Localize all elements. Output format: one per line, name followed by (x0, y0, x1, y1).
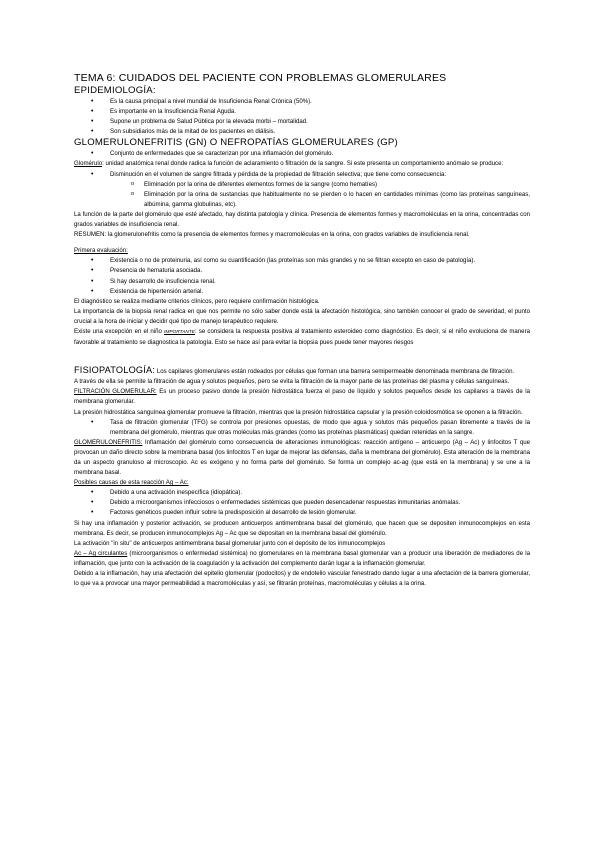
text: Es un proceso pasivo donde la presión hidrostática fuerza el paso de líquido y solutos pequeños desde los capilares a través de la membrana glomerular. (74, 388, 531, 406)
causas-heading: Posibles causas de esta reacción Ag – Ac: (74, 479, 189, 487)
paragraph: A través de ella se permite la filtración de agua y solutos pequeños, pero se evita la filtración de la mayor parte de las proteínas del plasma y células sanguíneas. (74, 378, 510, 386)
filtracion-paragraph (74, 387, 530, 407)
list-item: • Tasa de filtración glomerular (TFG) se controla por presiones opuestas, de modo que agua y solutos más pequeños pasan libremente a través de la membrana del glomérulo, mientras que otras moléculas más grandes (como las proteínas plasmáticas) quedan retenidas en la sangre. (74, 418, 530, 438)
paragraph: El diagnóstico se realiza mediante criterios clínicos, pero requiere confirmación histológica. (74, 297, 320, 305)
gn-list (74, 149, 530, 159)
glomerulo-text: : unidad anatómica renal donde radica la función de aclaramiento o filtración de la sangre. Si este presenta un comportamiento anómalo se produce: (102, 160, 504, 168)
evaluacion-heading: Primera evaluación: (74, 247, 128, 255)
list-item: • Debido a una activación inespecífica (idiopática). (74, 488, 530, 498)
list-item: • Es la causa principal a nivel mundial de Insuficiencia Renal Crónica (50%). (74, 97, 530, 107)
filtracion-label: FILTRACIÓN GLOMERULAR: (74, 388, 157, 396)
causas-list (74, 488, 530, 518)
text: Inflamación del glomérulo como consecuencia de alteraciones inmunológicas: reacción antígeno – anticuerpo (Ag – Ac) y linfocitos T que provocan un daño directo sobre la membrana basal (los linfocitos T en lugar de mejorar las defensas, daña la membrana del glomérulo). Esta alteración de la membrana da un aspecto granuloso al microscopio. Ac es exógeno y no forma parte del glomérulo. Se forma un complejo ac-ag (que está en la membrana) y se une a la membrana basal. (74, 438, 530, 477)
paragraph: La activación "in situ" de anticuerpos antimembrana basal glomerular junto con el depósito de los inmunocomplejos (74, 539, 386, 547)
paragraph (74, 327, 530, 348)
evaluacion-list (74, 256, 530, 296)
glomerulo-definition (74, 159, 530, 169)
list-item: • Es importante en la Insuficiencia Renal Aguda. (74, 107, 530, 117)
list-item: • Debido a microorganismos infecciosos o enfermedades sistémicas que pueden desencadenar respuestas inmunitarias anómalas. (74, 498, 530, 508)
list-item: • Existencia o no de proteinuria, así como su cuantificación (las proteínas son más grandes y no se filtran excepto en caso de patología). (74, 256, 530, 266)
list-item: • Factores genéticos pueden influir sobre la predisposición al desarrollo de lesión glomerular. (74, 508, 530, 518)
glomerulonefritis-label: GLOMERULONEFRITIS: (74, 438, 143, 446)
sub-list-item: o Eliminación por la orina de diferentes elementos formes de la sangre (como hematíes) (74, 180, 530, 190)
glomerulo-label: Glomérulo (74, 160, 103, 168)
glomerulonefritis-paragraph (74, 438, 530, 478)
text: Los capilares glomerulares están rodeados por células que forman una barrera semipermeable denominada membrana de filtración. (155, 368, 515, 376)
paragraph: Si hay una inflamación y posterior activación, se producen anticuerpos antimembrana basal del glomérulo, que hacen que se depositen inmunocomplejos en esta membrana. Es decir, se producen inmunocomplejos Ag – Ac que se depositan en la membrana basal del glomérulo. (74, 519, 530, 537)
section-heading-glomerulonefritis: GLOMERULONEFRITIS (GN) O NEFROPATÍAS GLOMERULARES (GP) (74, 137, 398, 149)
paragraph: La función de la parte del glomérulo que esté afectado, hay distinta patología y clínica. Presencia de elementos formes y macromoléculas en la orina, concentradas con grados variables de insuficiencia renal. (74, 210, 530, 229)
glomerulo-sublist (74, 170, 530, 180)
epidemiologia-list (74, 97, 530, 137)
text: (microorganismos o enfermedad sistémica) no glomerulares en la membrana basal glomerular van a producir una liberación de mediadores de la inflamación, que junto con la activación de la coagulación y la activación del complemento darán lugar a la inflamación glomerular. (74, 549, 530, 567)
paragraph: La importancia de la biopsia renal radica en que nos permite no sólo saber donde está la afectación histológica, sino también conocer el grado de severidad, el punto crucial a la hora de iniciar y decidir qué tipo de manejo terapéutico requiere. (74, 307, 530, 325)
importante-label: IMPORTANTE (164, 329, 196, 335)
list-item: • Presencia de hematuria asociada. (74, 266, 530, 276)
sub-list-item: o Eliminación por la orina de sustancias que habitualmente no se pierden o lo hacen en cantidades mínimas (como las proteínas sanguíneas, albúmina, gamma globulinas, etc). (74, 190, 530, 210)
fisiopatologia-paragraph (74, 364, 530, 377)
text: Existe una excepción en el niño (74, 327, 162, 335)
list-item: • Si hay desarrollo de insuficiencia renal. (74, 277, 530, 287)
paragraph: Debido a la inflamación, hay una afectación del epitelio glomerular (podocitos) y de endotelio vascular fenestrado dando lugar a una afectación de la barrera glomerular, lo que va a provocar una mayor permeabilidad a macromoléculas y así, se filtrarán proteínas, macromoléculas y células a la orina. (74, 570, 530, 588)
list-item: • Supone un problema de Salud Pública por la elevada morbi – mortalidad. (74, 117, 530, 127)
section-heading-fisiopatologia: FISIOPATOLOGÍA: (74, 365, 156, 376)
tfg-list (74, 418, 530, 438)
circulantes-label: Ac – Ag circulantes (74, 549, 128, 557)
text: : se considera la respuesta positiva al tratamiento esteroideo como diagnóstico. Es decir, si el niño evoluciona de manera favorable al tratamiento se diagnostica la patología. Esto se hace así para evitar la biopsia pues puede tener mayores riesgos (74, 327, 530, 347)
circulantes-paragraph (74, 549, 530, 569)
document-page (74, 72, 530, 589)
page-title: TEMA 6: CUIDADOS DEL PACIENTE CON PROBLEMAS GLOMERULARES (74, 72, 447, 84)
list-item: • Disminución en el volumen de sangre filtrada y pérdida de la propiedad de filtración selectiva; que tiene como consecuencia: (74, 170, 530, 180)
section-heading-epidemiologia: EPIDEMIOLOGÍA: (74, 85, 156, 96)
paragraph: La presión hidrostática sanguínea glomerular promueve la filtración, mientras que la presión hidrostática capsular y la presión coloidosmótica se oponen a la filtración. (74, 408, 523, 416)
list-item: • Conjunto de enfermedades que se caracterizan por una inflamación del glomérulo. (74, 149, 530, 159)
list-item: • Existencia de hipertensión arterial. (74, 287, 530, 297)
glomerulo-subsublist (74, 180, 530, 210)
resumen-paragraph: RESUMEN: la glomerulonefritis como la presencia de elementos formes y macromoléculas en la orina, con grados variables de insuficiencia renal. (74, 231, 470, 239)
list-item: • Son subsidiarios más de la mitad de los pacientes en diálisis. (74, 127, 530, 137)
